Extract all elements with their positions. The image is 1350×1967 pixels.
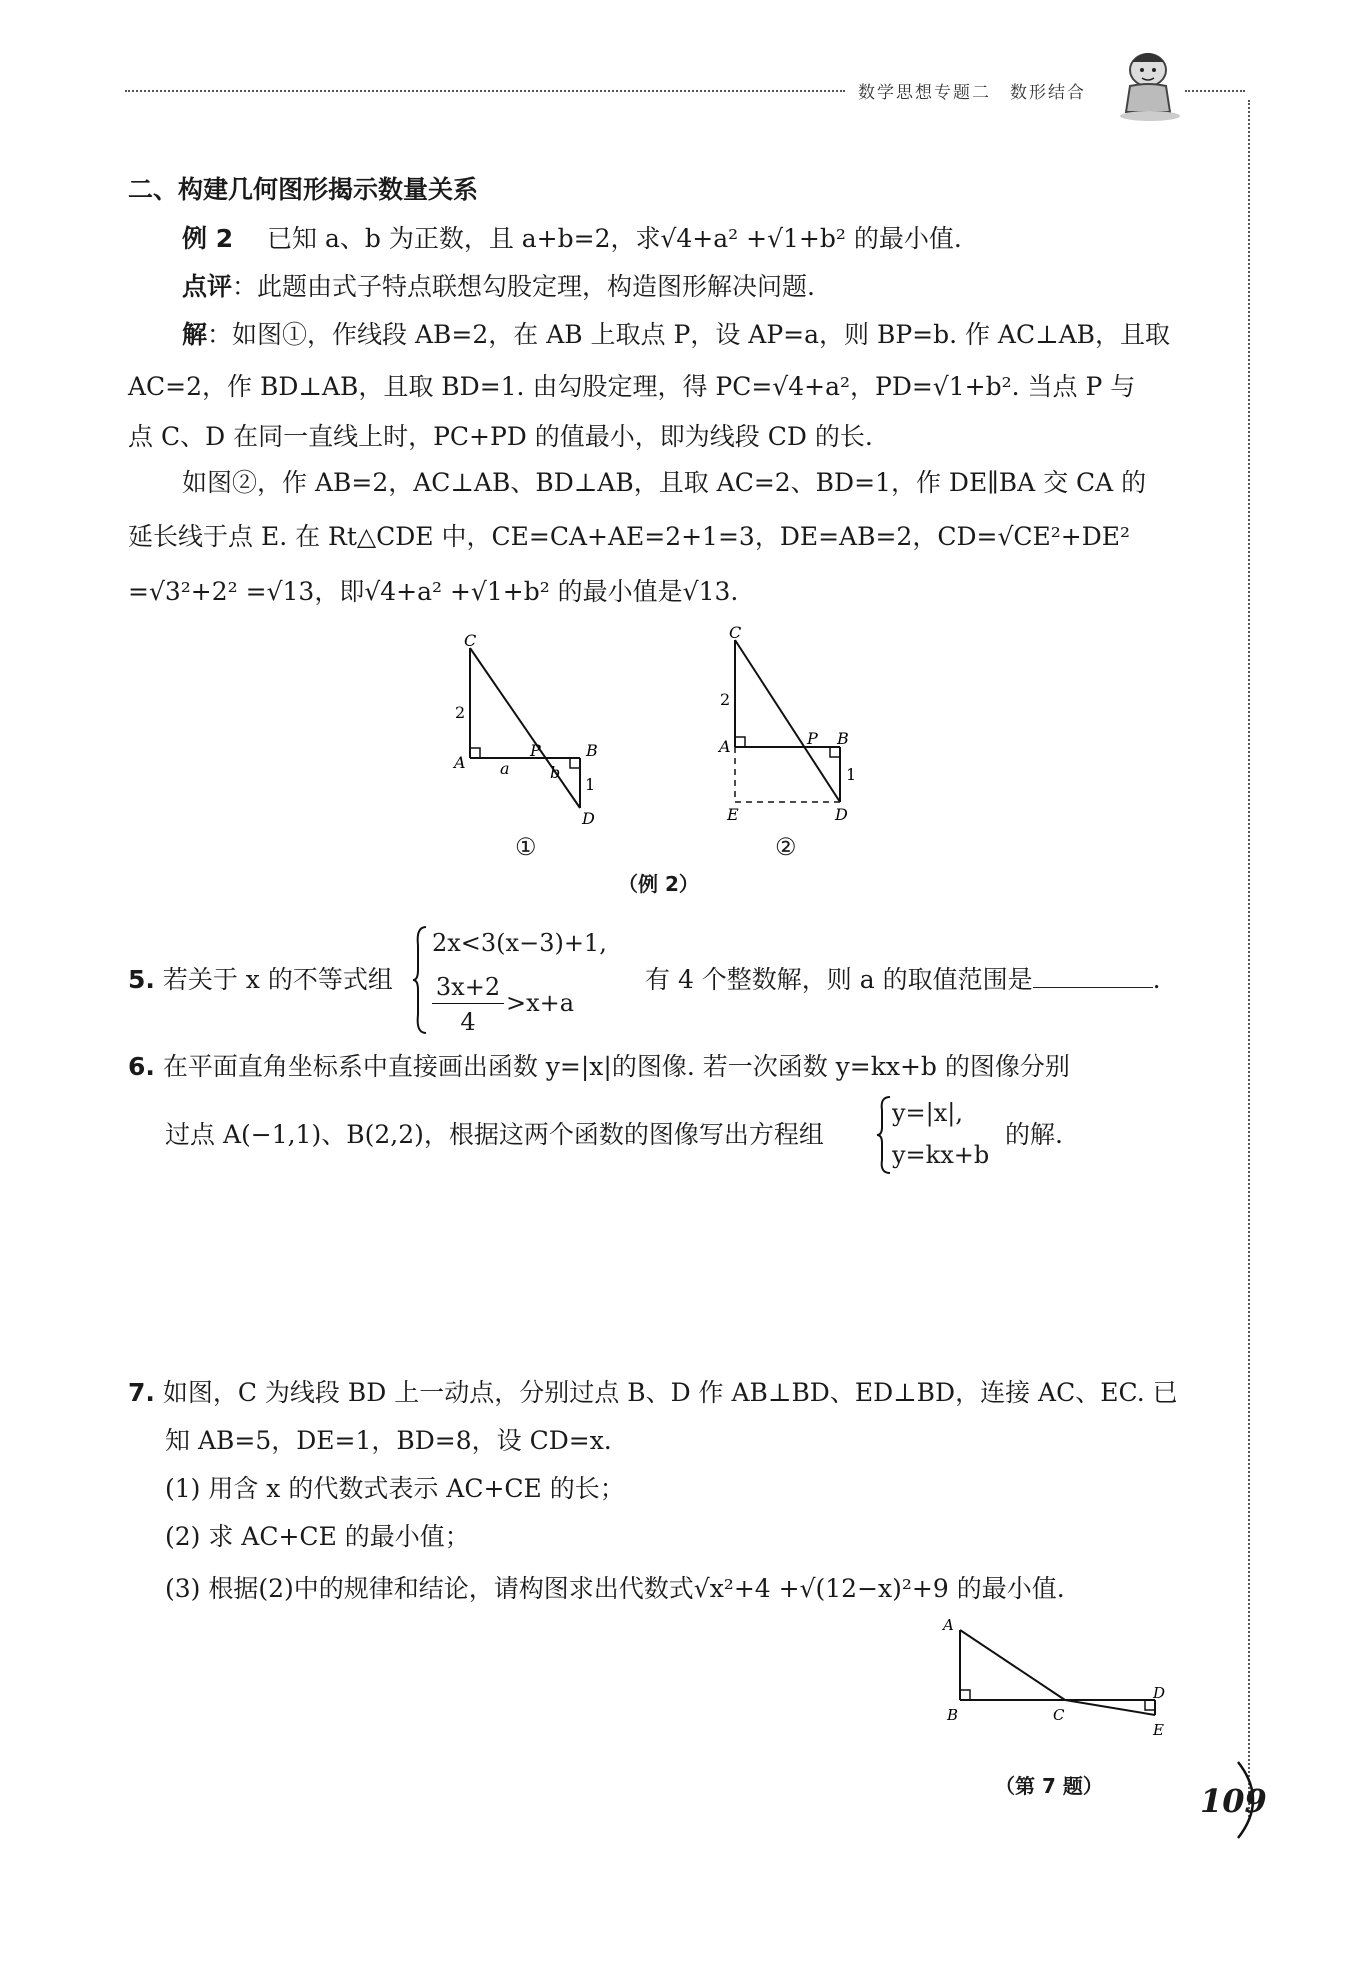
problem-5-fraction-numerator: 3x+2 <box>435 973 501 1001</box>
header-dotted-line <box>125 90 845 92</box>
fig1-label-1: 1 <box>585 775 596 794</box>
problem-6-brace <box>876 1095 892 1175</box>
example-2-caption: （例 2） <box>618 872 699 896</box>
problem-5-inequality-1: 2x<3(x−3)+1, <box>432 929 607 957</box>
fig2-label-2: 2 <box>720 690 731 709</box>
figure-1-number: ① <box>515 833 537 861</box>
fig7-label-D: D <box>1153 1684 1166 1702</box>
problem-7-text-1: 如图，C 为线段 BD 上一动点，分别过点 B、D 作 AB⊥BD、ED⊥BD，连接 AC、EC. 已 <box>162 1378 1178 1407</box>
problem-6-line-2: 过点 A(−1,1)、B(2,2)，根据这两个函数的图像写出方程组 <box>165 1120 824 1149</box>
problem-5-inequality-2-rest: >x+a <box>506 989 575 1017</box>
fig2-label-B: B <box>837 729 849 748</box>
problem-7-question-2: (2) 求 AC+CE 的最小值； <box>165 1522 470 1551</box>
problem-5 <box>128 963 393 997</box>
problem-5-fraction-bar <box>432 1003 504 1004</box>
figure-2-diagram <box>715 620 875 830</box>
fig7-label-B: B <box>947 1706 959 1724</box>
example-label: 例 2 <box>182 224 234 253</box>
fig2-label-D: D <box>835 805 848 824</box>
solution-line-1 <box>182 318 1170 352</box>
problem-5-fraction-denominator: 4 <box>460 1008 476 1036</box>
fig1-label-a: a <box>500 759 510 778</box>
problem-5-end: . <box>1152 965 1161 994</box>
figure-1-diagram <box>450 628 610 828</box>
fig2-label-1: 1 <box>846 765 857 784</box>
page-number: 109 <box>1200 1782 1267 1820</box>
fig1-label-b: b <box>550 763 561 782</box>
fig2-label-E: E <box>727 805 739 824</box>
fig2-label-A: A <box>719 737 731 756</box>
fig1-label-C: C <box>464 631 477 650</box>
problem-6-equation-1: y=|x|, <box>892 1099 964 1127</box>
problem-5-number: 5. <box>128 965 155 994</box>
fig1-label-2: 2 <box>455 703 466 722</box>
example-text: 已知 a、b 为正数，且 a+b=2，求√4+a² +√1+b² 的最小值. <box>267 224 962 253</box>
fig7-label-E: E <box>1153 1721 1164 1739</box>
problem-7-figure <box>935 1610 1180 1750</box>
problem-5-brace <box>412 925 428 1035</box>
solution-line-6: =√3²+2² =√13，即√4+a² +√1+b² 的最小值是√13. <box>128 577 739 606</box>
mascot-icon <box>1110 42 1186 122</box>
problem-7-number: 7. <box>128 1378 155 1407</box>
fig2-label-C: C <box>729 623 742 642</box>
solution-text-1: ：如图①，作线段 AB=2，在 AB 上取点 P，设 AP=a，则 BP=b. 作 AC⊥AB，且取 <box>207 320 1171 349</box>
problem-6-text-1: 在平面直角坐标系中直接画出函数 y=|x|的图像. 若一次函数 y=kx+b 的图像分别 <box>162 1052 1070 1081</box>
problem-6-suffix: 的解. <box>1005 1120 1063 1149</box>
fig7-label-C: C <box>1053 1706 1065 1724</box>
problem-7-caption: （第 7 题） <box>995 1774 1103 1798</box>
solution-line-4: 如图②，作 AB=2，AC⊥AB、BD⊥AB，且取 AC=2、BD=1，作 DE∥BA 交 CA 的 <box>182 468 1147 497</box>
fig1-label-P: P <box>530 741 541 760</box>
problem-5-suffix <box>645 963 1161 997</box>
section-title: 二、构建几何图形揭示数量关系 <box>128 175 479 204</box>
fig1-label-D: D <box>582 809 595 828</box>
problem-5-prefix: 若关于 x 的不等式组 <box>162 965 393 994</box>
fig1-label-A: A <box>454 753 466 772</box>
fig2-label-P: P <box>807 729 818 748</box>
fig1-label-B: B <box>586 741 598 760</box>
problem-6-equation-2: y=kx+b <box>892 1141 990 1169</box>
problem-5-answer-blank[interactable] <box>1033 965 1153 988</box>
comment-line <box>182 270 815 304</box>
problem-7-line-1 <box>128 1376 1178 1410</box>
comment-text: ：此题由式子特点联想勾股定理，构造图形解决问题. <box>232 272 815 301</box>
solution-line-2: AC=2，作 BD⊥AB，且取 BD=1. 由勾股定理，得 PC=√4+a²，PD=√1+b². 当点 P 与 <box>128 372 1136 401</box>
problem-5-suffix-text: 有 4 个整数解，则 a 的取值范围是 <box>645 965 1033 994</box>
header-dotted-line-right <box>1185 90 1245 92</box>
solution-line-3: 点 C、D 在同一直线上时，PC+PD 的值最小，即为线段 CD 的长. <box>128 422 873 451</box>
problem-7-question-3: (3) 根据(2)中的规律和结论，请构图求出代数式√x²+4 +√(12−x)²+9 的最小值. <box>165 1574 1065 1603</box>
problem-7-line-2: 知 AB=5，DE=1，BD=8，设 CD=x. <box>165 1426 612 1455</box>
comment-label: 点评 <box>182 272 233 301</box>
figure-2-number: ② <box>775 833 797 861</box>
problem-6-line-1 <box>128 1050 1070 1084</box>
header-title: 数学思想专题二 数形结合 <box>858 83 1086 103</box>
problem-6-number: 6. <box>128 1052 155 1081</box>
fig7-label-A: A <box>943 1616 954 1634</box>
solution-line-5: 延长线于点 E. 在 Rt△CDE 中，CE=CA+AE=2+1=3，DE=AB=2，CD=√CE²+DE² <box>128 522 1131 551</box>
problem-7-question-1: (1) 用含 x 的代数式表示 AC+CE 的长； <box>165 1474 625 1503</box>
solution-label: 解 <box>182 320 208 349</box>
example-2-statement <box>182 222 962 256</box>
side-dotted-line <box>1248 100 1250 1820</box>
